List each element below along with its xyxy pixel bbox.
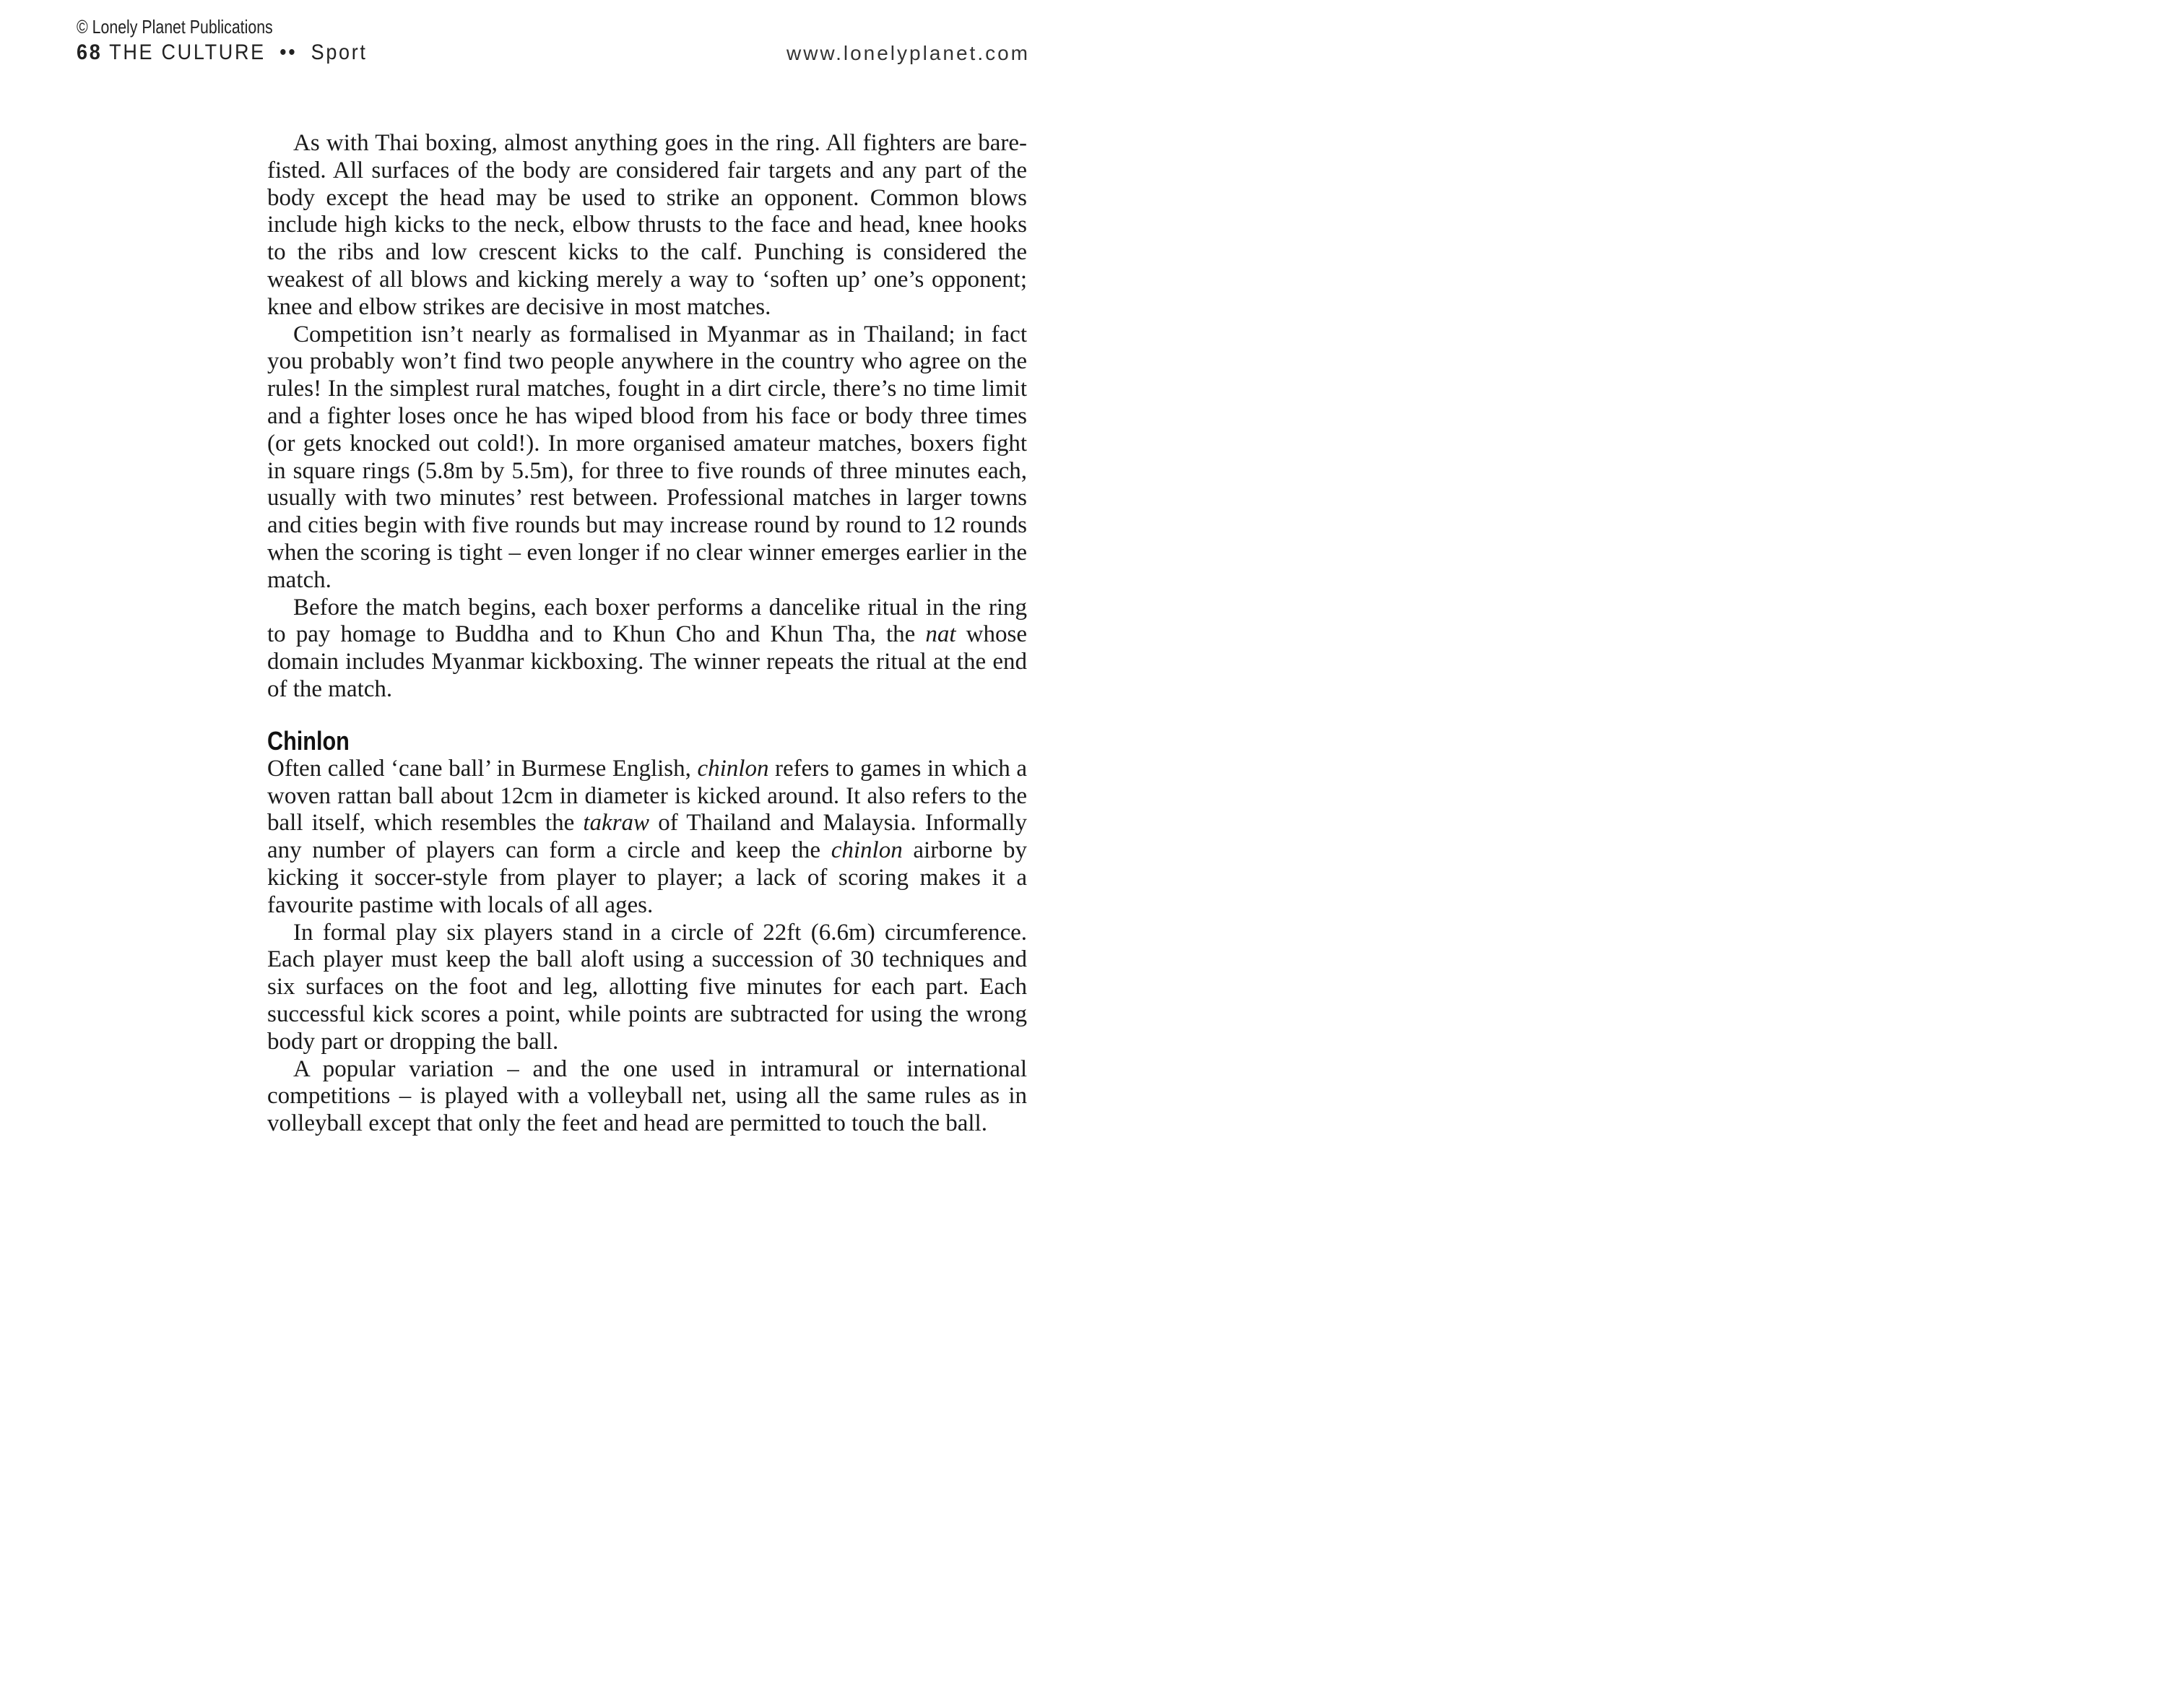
italic-term: nat [925,621,956,648]
separator: •• [280,40,298,64]
subsection-title: Sport [311,40,368,64]
text-run: Often called ‘cane ball’ in Burmese English, [267,755,698,782]
paragraph-formal-play: In formal play six players stand in a circle of 22ft (6.6m) circumference. Each player must keep the ball aloft using a succession of 30 techniques and six surfaces on the foot and leg, allotting five minutes for each part. Each successful kick scores a point, while points are subtracted for using the wrong body part or dropping the ball. [267,919,1027,1055]
text-run: of Thailand and Malaysia. Informally any number of players can form a circle and keep the [267,810,1027,864]
text-run: refers to games in which a woven rattan ball about 12cm in diameter is kicked around. It also refers to the ball itself, which resembles the [267,755,1027,837]
paragraph-ritual [267,595,1027,704]
section-heading-chinlon: Chinlon [267,725,350,756]
italic-term: takraw [583,810,650,837]
running-head [77,40,368,65]
copyright-notice: © Lonely Planet Publications [77,16,273,38]
paragraph-chinlon-intro [267,756,1027,920]
website-url: www.lonelyplanet.com [786,42,1030,64]
italic-term: chinlon [831,837,903,864]
text-run: whose domain includes Myanmar kickboxing. The winner repeats the ritual at the end of the match. [267,621,1028,702]
paragraph-fighting-rules: As with Thai boxing, almost anything goes in the ring. All fighters are bare-fisted. All surfaces of the body are considered fair targets and any part of the body except the head may be used to strike an opponent. Common blows include high kicks to the neck, elbow thrusts to the face and head, knee hooks to the ribs and low crescent kicks to the calf. Punching is considered the weakest of all blows and kicking merely a way to ‘soften up’ one’s opponent; knee and elbow strikes are decisive in most matches. [267,130,1027,320]
page-number: 68 [77,40,103,64]
article-body [267,130,1027,1138]
paragraph-competition: Competition isn’t nearly as formalised in Myanmar as in Thailand; in fact you probably won’t find two people anywhere in the country who agree on the rules! In the simplest rural matches, fought in a dirt circle, there’s no time limit and a fighter loses once he has wiped blood from his face or body three times (or gets knocked out cold!). In more organised amateur matches, boxers fight in square rings (5.8m by 5.5m), for three to five rounds of three minutes each, usually with two minutes’ rest between. Professional matches in larger towns and cities begin with five rounds but may increase round by round to 12 rounds when the scoring is tight – even longer if no clear winner emerges earlier in the match. [267,321,1027,593]
text-run: Before the match begins, each boxer performs a dancelike ritual in the ring to pay homage to Buddha and to Khun Cho and Khun Tha, the [267,594,1027,648]
page-header [77,16,1030,74]
section-title: THE CULTURE [109,40,266,64]
text-run: airborne by kicking it soccer-style from player to player; a lack of scoring makes it a favourite pastime with locals of all ages. [267,837,1027,918]
paragraph-variation: A popular variation – and the one used in intramural or international competitions – is played with a volleyball net, using all the same rules as in volleyball except that only the feet and head are permitted to touch the ball. [267,1055,1027,1137]
italic-term: chinlon [697,755,769,782]
